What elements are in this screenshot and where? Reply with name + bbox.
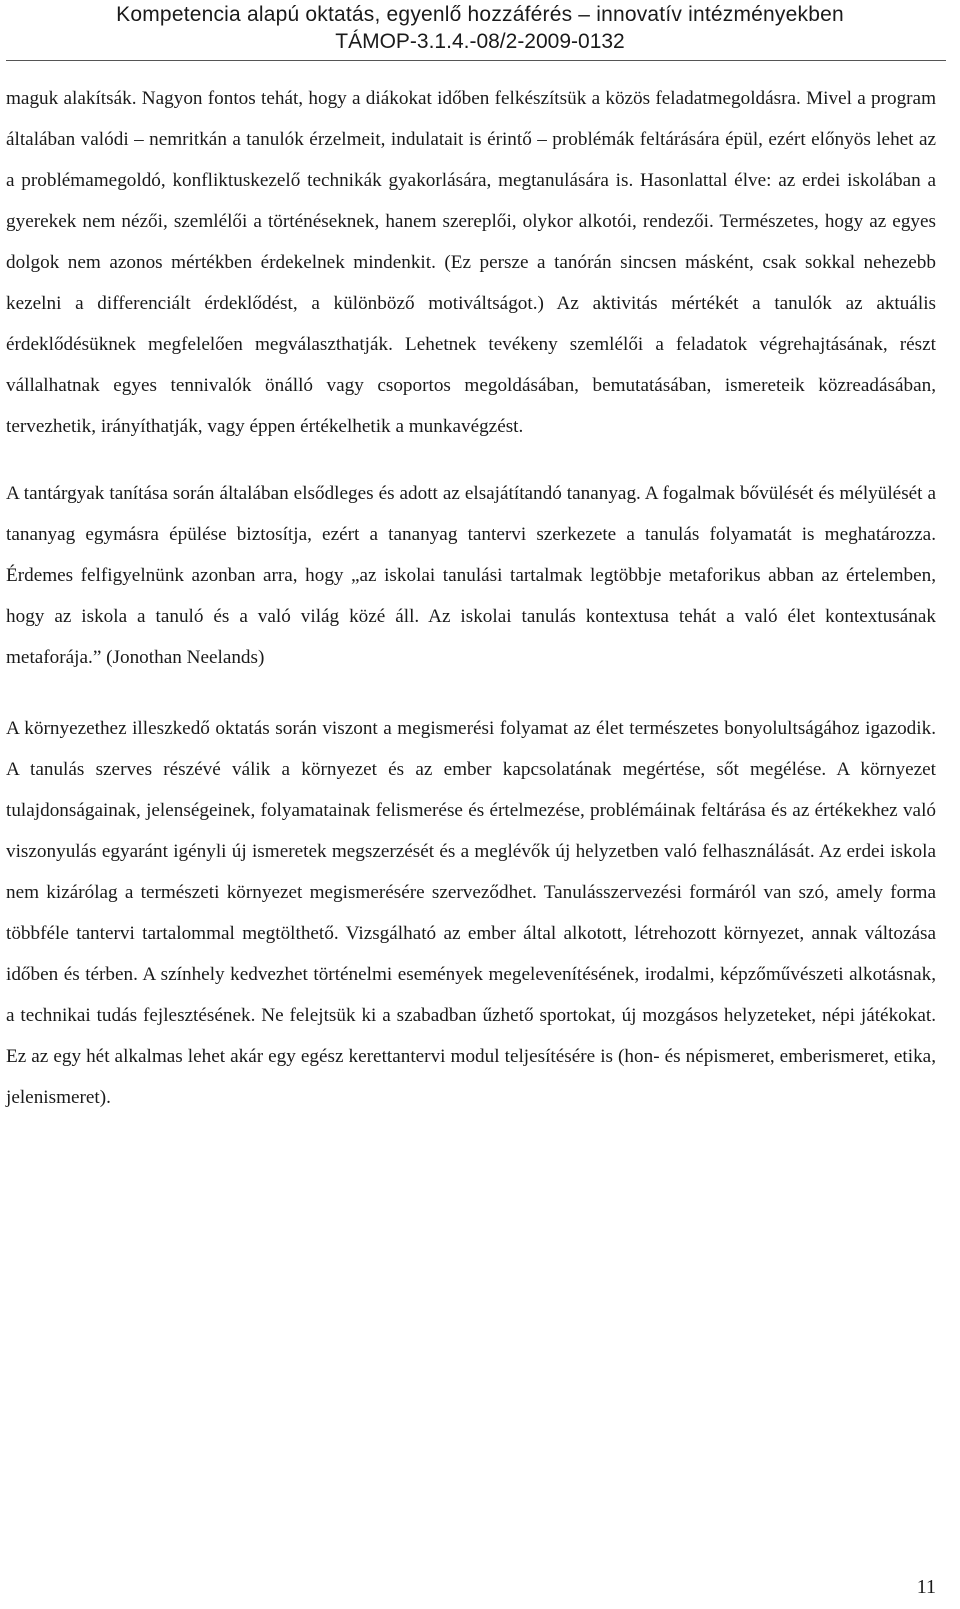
page-header	[0, 0, 960, 55]
paragraph-2: A tantárgyak tanítása során általában elsődleges és adott az elsajátítandó tananyag. A fogalmak bővülését és mélyülését a tananyag egymásra épülése biztosítja, ezért a tananyag tantervi szerkezete a tanulás folyamatát is meghatározza. Érdemes felfigyelnünk azonban arra, hogy „az iskolai tanulási tartalmak legtöbbje metaforikus abban az értelemben, hogy az iskola a tanuló és a való világ közé áll. Az iskolai tanulás kontextusa tehát a való élet kontextusának metaforája.” (Jonothan Neelands)	[6, 483, 936, 668]
header-divider	[6, 60, 946, 61]
paragraph-3: A környezethez illeszkedő oktatás során viszont a megismerési folyamat az élet természetes bonyolultságához igazodik. A tanulás szerves részévé válik a környezet és az ember kapcsolatának megértése, sőt megélése. A környezet tulajdonságainak, jelenségeinek, folyamatainak felismerése és értelmezése, problémáinak feltárása és az értékekhez való viszonyulás egyaránt igényli új ismeretek megszerzését és a meglévők új helyzetben való felhasználását. Az erdei iskola nem kizárólag a természeti környezet megismerésére szerveződhet. Tanulásszervezési formáról van szó, amely forma többféle tantervi tartalommal megtölthető. Vizsgálható az ember által alkotott, létrehozott környezet, annak változása időben és térben. A színhely kedvezhet történelmi események megelevenítésének, irodalmi, képzőművészeti alkotásnak, a technikai tudás fejlesztésének. Ne felejtsük ki a szabadban űzhető sportokat, új mozgásos helyzeteket, népi játékokat. Ez az egy hét alkalmas lehet akár egy egész kerettantervi modul teljesítésére is (hon- és népismeret, emberismeret, etika, jelenismeret).	[6, 718, 936, 1108]
header-project-title: Kompetencia alapú oktatás, egyenlő hozzáférés – innovatív intézményekben	[116, 3, 844, 26]
header-project-code: TÁMOP-3.1.4.-08/2-2009-0132	[335, 30, 625, 53]
paragraph-1: maguk alakítsák. Nagyon fontos tehát, hogy a diákokat időben felkészítsük a közös feladatmegoldásra. Mivel a program általában valódi – nemritkán a tanulók érzelmeit, indulatait is érintő – problémák feltárására épül, ezért előnyös lehet az a problémamegoldó, konfliktuskezelő technikák gyakorlására, megtanulására is. Hasonlattal élve: az erdei iskolában a gyerekek nem nézői, szemlélői a történéseknek, hanem szereplői, olykor alkotói, rendezői. Természetes, hogy az egyes dolgok nem azonos mértékben érdekelnek mindenkit. (Ez persze a tanórán sincsen másként, csak sokkal nehezebb kezelni a differenciált érdeklődést, a különböző motiváltságot.) Az aktivitás mértékét a tanulók az aktuális érdeklődésüknek megfelelően megválaszthatják. Lehetnek tevékeny szemlélői a feladatok végrehajtásának, részt vállalhatnak egyes tennivalók önálló vagy csoportos megoldásában, bemutatásában, ismereteik közreadásában, tervezhetik, irányíthatják, vagy éppen értékelhetik a munkavégzést.	[6, 88, 936, 437]
document-body	[6, 78, 936, 1118]
page-number: 11	[916, 1576, 936, 1598]
